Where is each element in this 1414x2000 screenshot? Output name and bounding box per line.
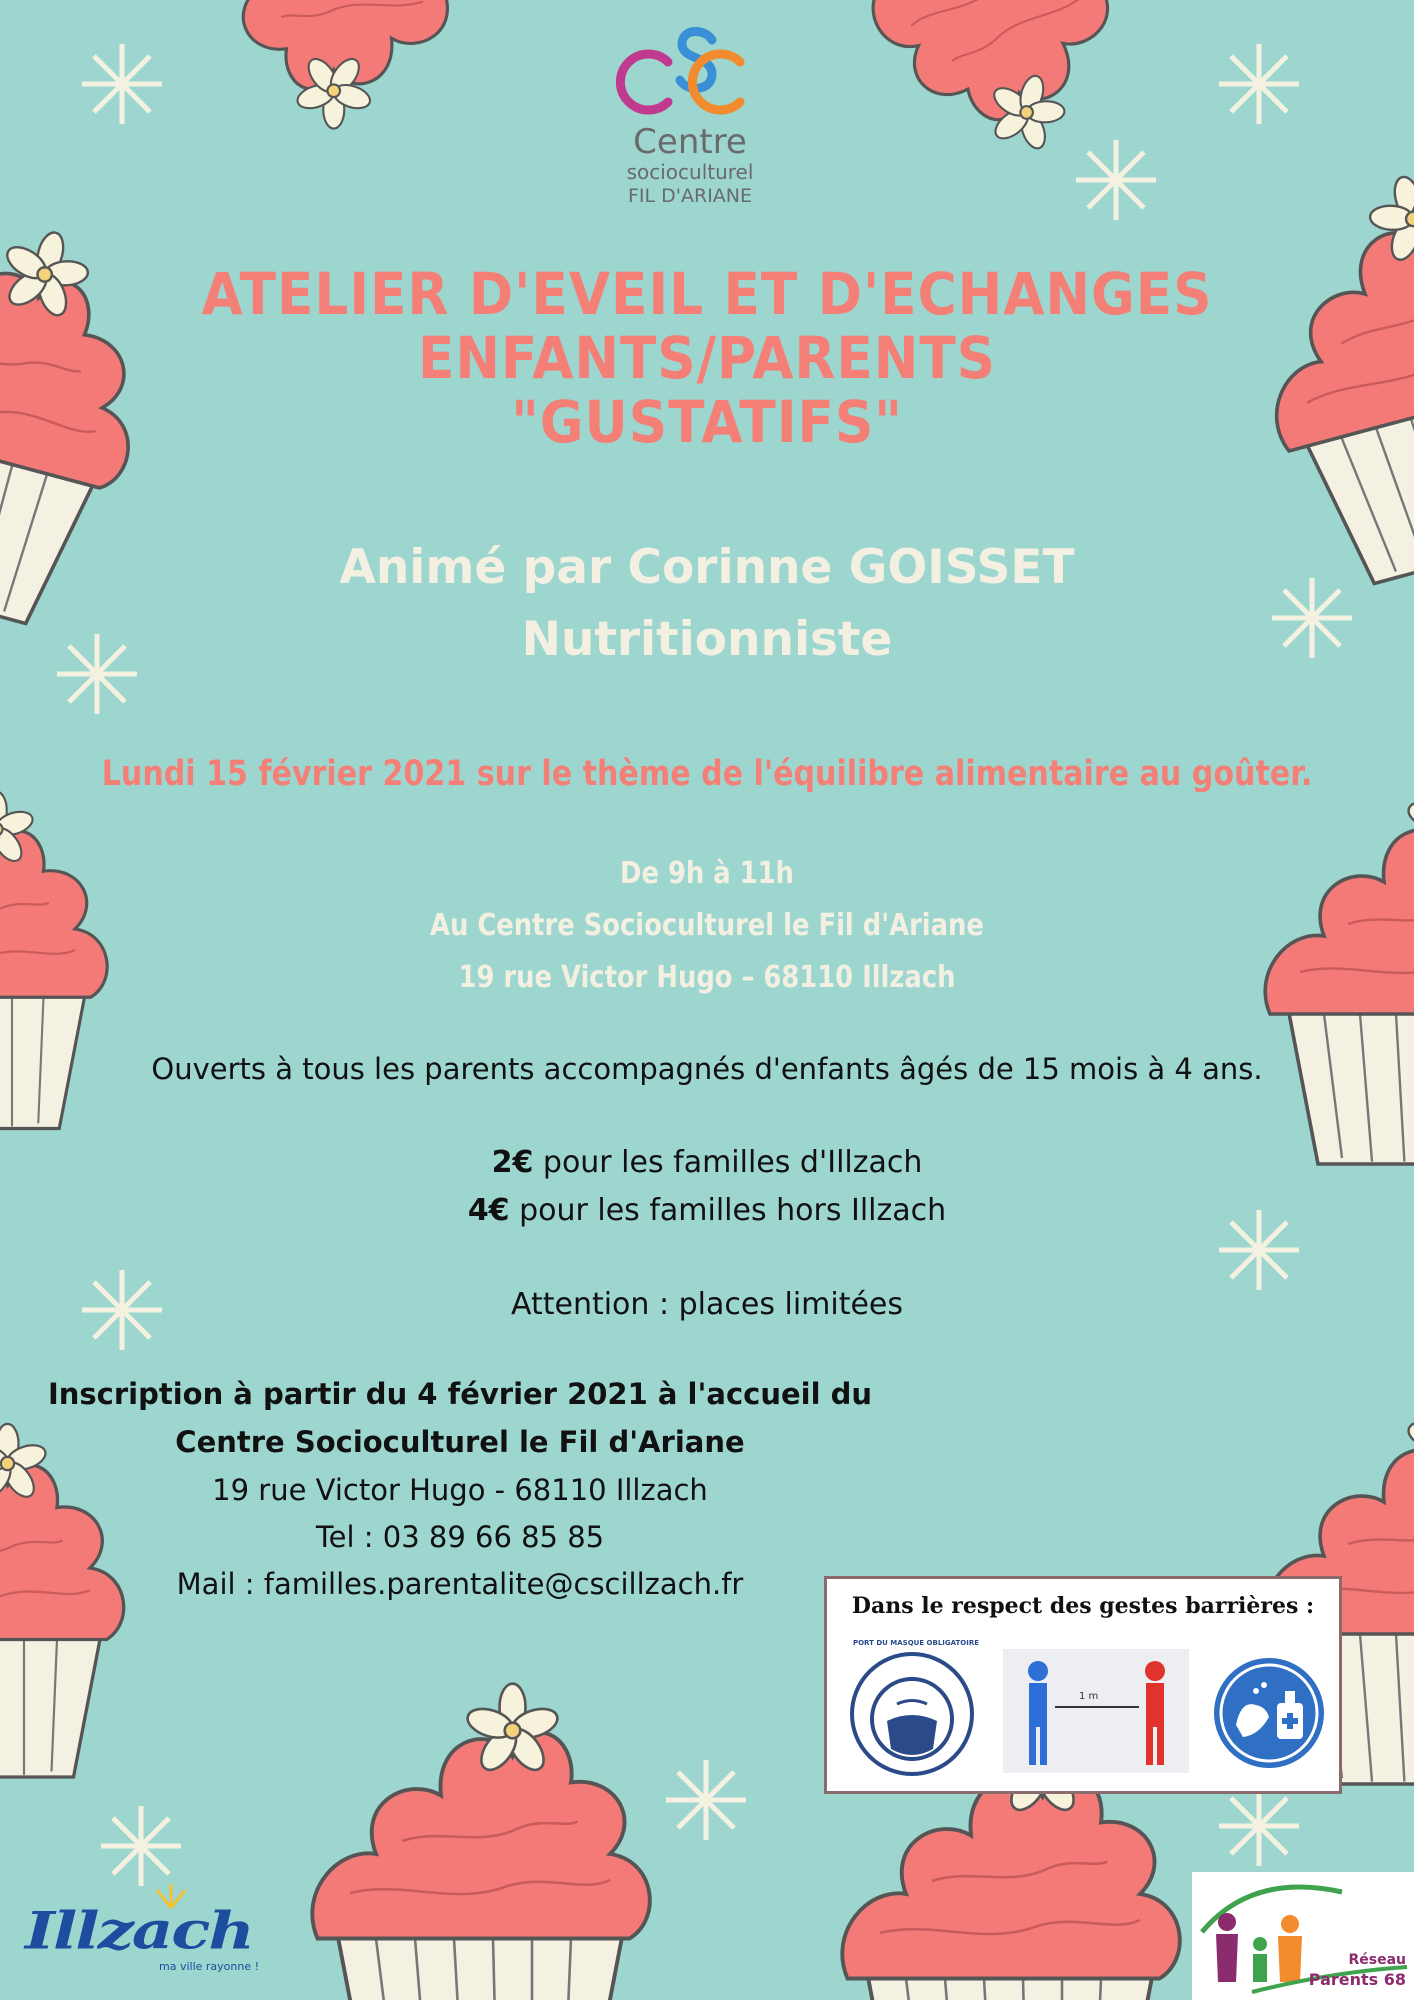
title-line-3: "GUSTATIFS" bbox=[511, 388, 903, 456]
parents-68-label: Parents 68 bbox=[1308, 1970, 1406, 1989]
price-outside-label: pour les familles hors Illzach bbox=[509, 1193, 947, 1228]
price-outside-amount: 4€ bbox=[467, 1193, 510, 1228]
title-line-1: ATELIER D'EVEIL ET D'ECHANGES bbox=[201, 260, 1213, 328]
price-illzach-label: pour les familles d'Illzach bbox=[533, 1145, 923, 1180]
mask-icon bbox=[847, 1649, 977, 1779]
reseau-label: Réseau bbox=[1348, 1952, 1406, 1968]
barrier-title: Dans le respect des gestes barrières : bbox=[851, 1593, 1315, 1619]
event-date-theme: Lundi 15 février 2021 sur le thème de l'équilibre alimentaire au goûter. bbox=[101, 754, 1313, 794]
event-title bbox=[57, 262, 1358, 454]
mask-label: PORT DU MASQUE OBLIGATOIRE bbox=[852, 1639, 980, 1647]
logo-fil-dariane: FIL D'ARIANE bbox=[627, 185, 753, 207]
illzach-logo bbox=[25, 1880, 325, 1973]
event-time: De 9h à 11h bbox=[620, 856, 794, 891]
inscription-phone: Tel : 03 89 66 85 85 bbox=[315, 1520, 605, 1554]
limited-places-notice: Attention : places limitées bbox=[510, 1287, 904, 1322]
price-illzach-amount: 2€ bbox=[491, 1145, 534, 1180]
distance-label: 1 m bbox=[1079, 1691, 1099, 1702]
illzach-logo-name: Illzach bbox=[25, 1901, 253, 1962]
inscription-line-2: Centre Socioculturel le Fil d'Ariane bbox=[175, 1425, 745, 1459]
illzach-tagline: ma ville rayonne ! bbox=[159, 1960, 260, 1973]
presenter-role: Nutritionniste bbox=[521, 612, 893, 667]
inscription-block bbox=[20, 1370, 900, 1608]
hand-washing-icon bbox=[1211, 1655, 1327, 1771]
reseau-parents-logo bbox=[1192, 1872, 1414, 2000]
event-venue: Au Centre Socioculturel le Fil d'Ariane bbox=[430, 908, 984, 943]
csc-logo-mark bbox=[600, 12, 780, 122]
csc-logo bbox=[600, 12, 780, 227]
event-address: 19 rue Victor Hugo – 68110 Illzach bbox=[458, 960, 956, 995]
audience-text: Ouverts à tous les parents accompagnés d'enfants âgés de 15 mois à 4 ans. bbox=[151, 1052, 1263, 1086]
price-outside bbox=[0, 1193, 1414, 1228]
title-line-2: ENFANTS/PARENTS bbox=[417, 324, 997, 392]
logo-centre: Centre bbox=[633, 122, 747, 162]
inscription-line-1: Inscription à partir du 4 février 2021 à l'accueil du bbox=[47, 1377, 873, 1411]
inscription-email: Mail : familles.parentalite@cscillzach.fr bbox=[176, 1567, 744, 1601]
logo-socioculturel: socioculturel bbox=[626, 160, 754, 184]
barrier-gestures-box bbox=[824, 1576, 1342, 1794]
inscription-address: 19 rue Victor Hugo - 68110 Illzach bbox=[212, 1473, 708, 1507]
distance-icon bbox=[1003, 1649, 1189, 1773]
price-illzach bbox=[0, 1145, 1414, 1180]
presenter-name: Animé par Corinne GOISSET bbox=[339, 540, 1075, 595]
distance-figures bbox=[1003, 1649, 1189, 1773]
